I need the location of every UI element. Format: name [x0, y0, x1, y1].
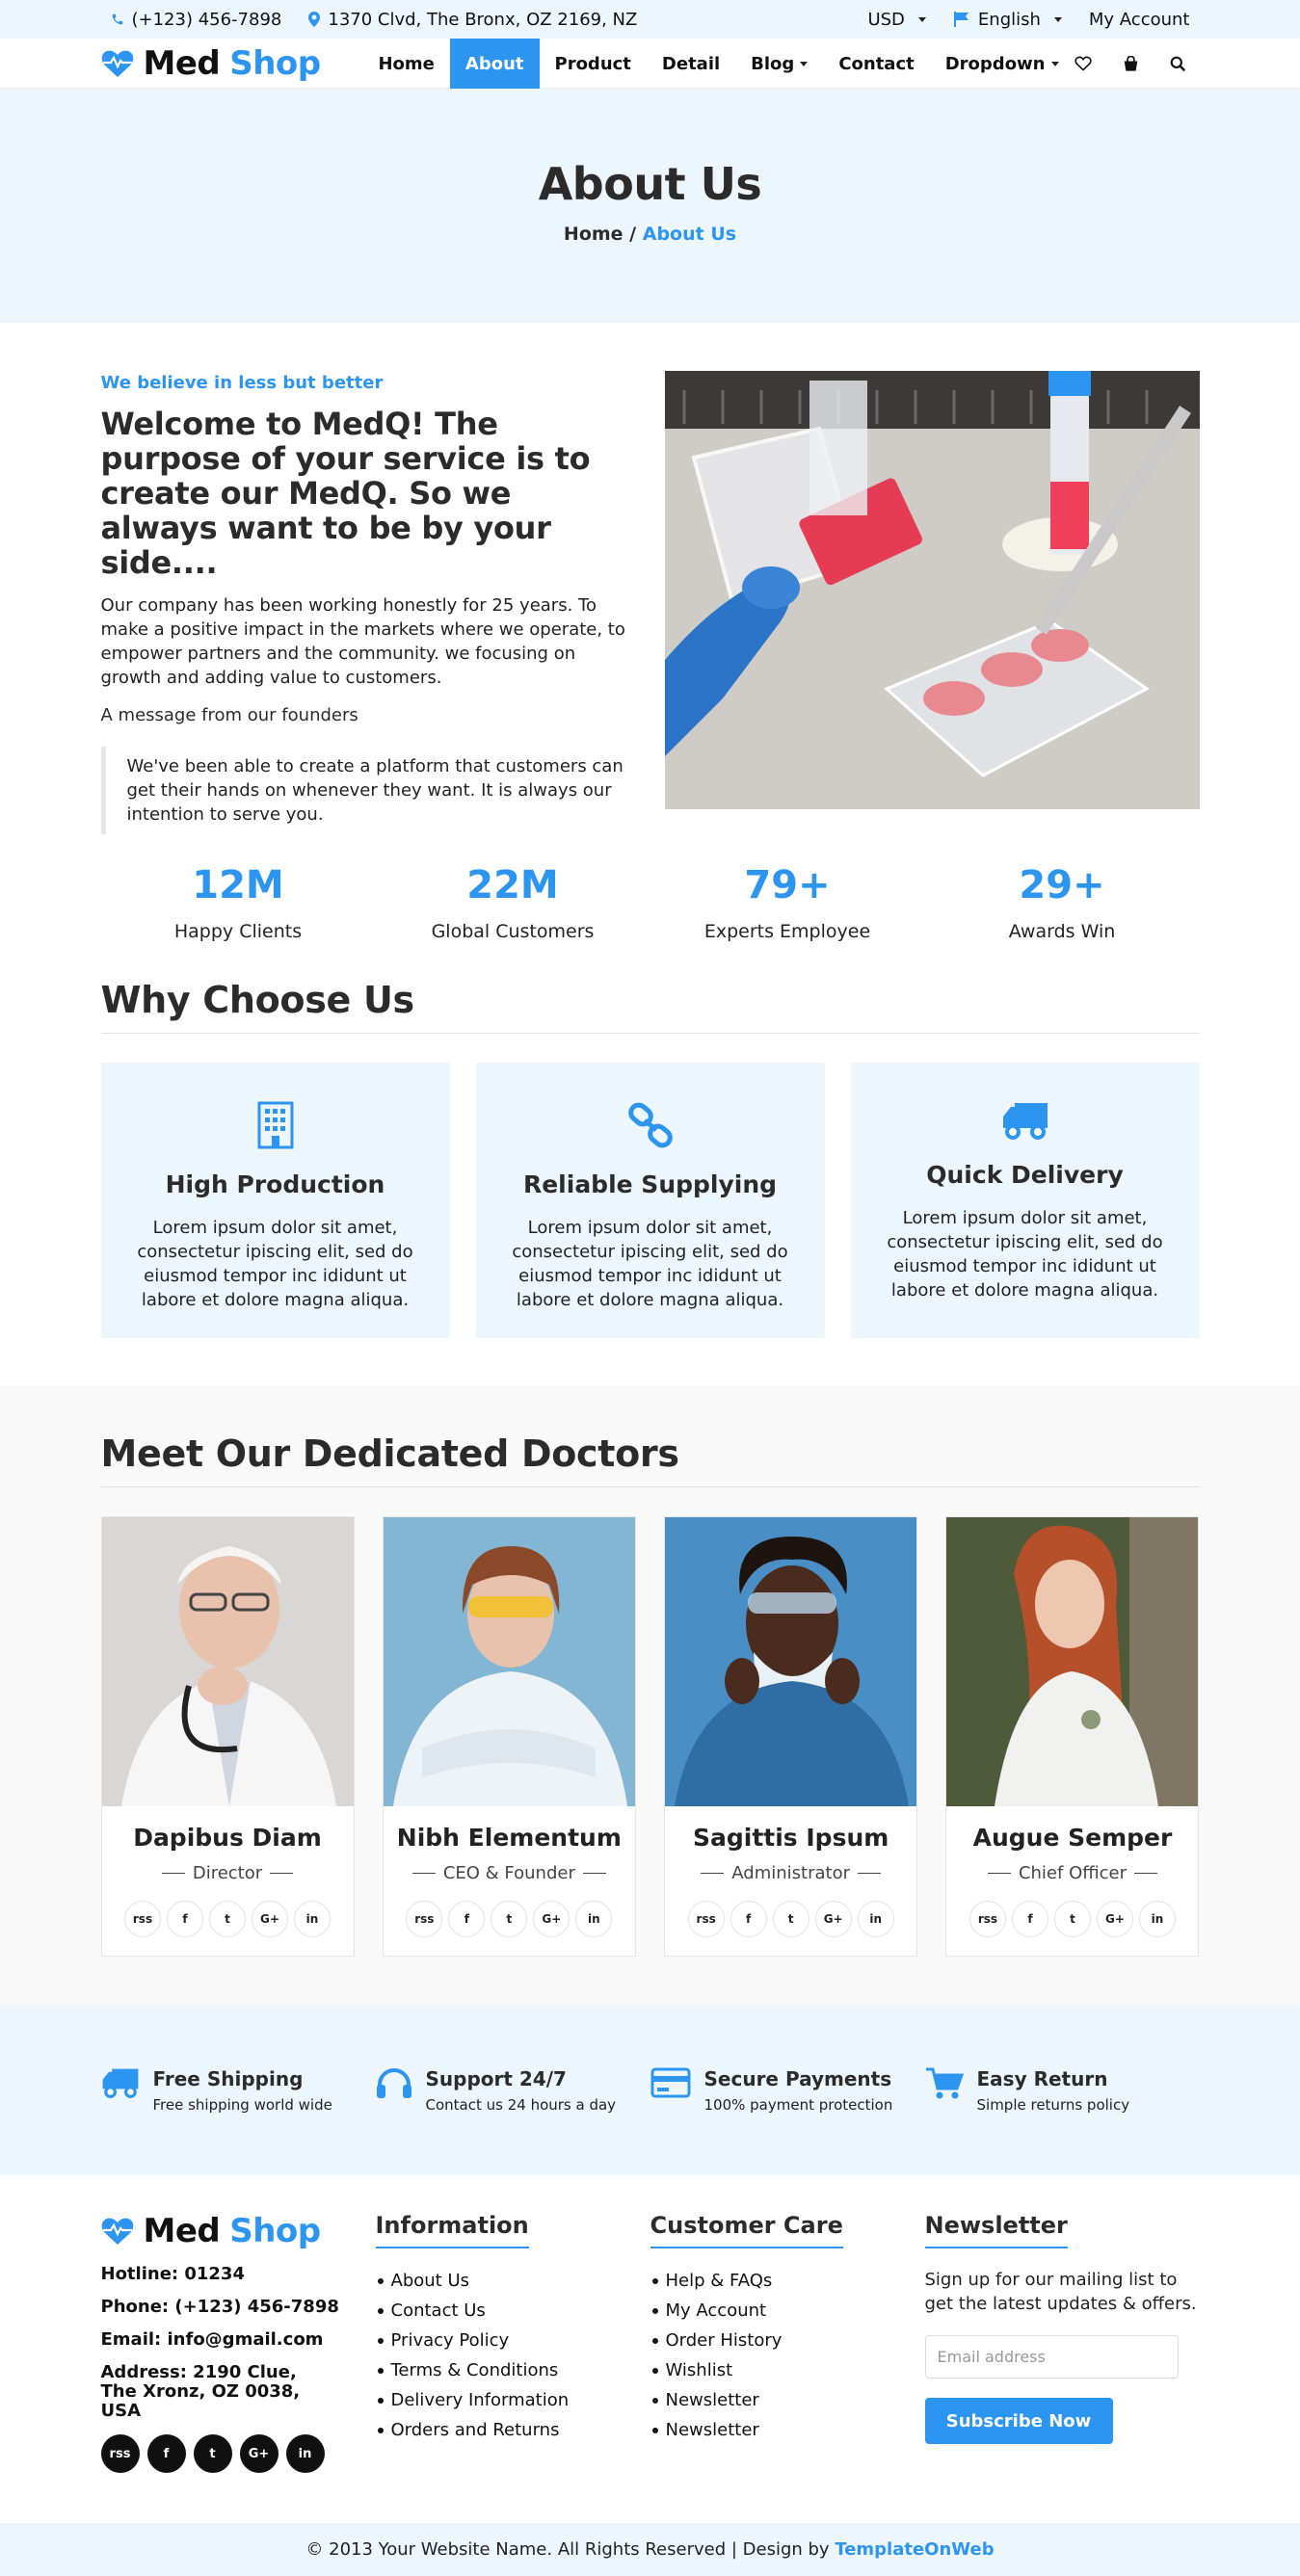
google-plus-icon[interactable]: G+	[815, 1901, 852, 1937]
about-kicker: We believe in less but better	[100, 373, 384, 393]
divider	[101, 1033, 1200, 1034]
map-pin-icon	[308, 12, 320, 27]
breadcrumb-home[interactable]: Home	[563, 223, 623, 245]
google-plus-icon[interactable]: G+	[252, 1901, 288, 1937]
rss-icon[interactable]: rss	[124, 1901, 161, 1937]
google-plus-icon[interactable]: G+	[240, 2434, 279, 2473]
site-footer	[0, 2175, 1300, 2523]
twitter-icon[interactable]: t	[1054, 1901, 1091, 1937]
chevron-down-icon	[1051, 62, 1059, 66]
top-bar	[0, 0, 1300, 39]
service-features	[0, 2005, 1300, 2175]
logo-med: Med	[143, 44, 221, 83]
shopping-bag-icon[interactable]	[1123, 56, 1139, 71]
footer-contact	[101, 2212, 376, 2473]
service-title: Easy Return	[976, 2066, 1108, 2090]
topbar-phone[interactable]	[111, 10, 282, 30]
page-title: About Us	[538, 158, 762, 210]
service-text: Simple returns policy	[976, 2095, 1130, 2114]
google-plus-icon[interactable]: G+	[533, 1901, 570, 1937]
stat-number: 22M	[466, 863, 559, 907]
doctor-photo	[384, 1517, 635, 1806]
twitter-icon[interactable]: t	[209, 1901, 246, 1937]
divider	[101, 1486, 1200, 1487]
heartbeat-icon	[101, 2217, 134, 2246]
credit-card-icon	[650, 2067, 691, 2098]
footer-phone: Phone: (+123) 456-7898	[100, 2297, 339, 2317]
rss-icon[interactable]: rss	[688, 1901, 725, 1937]
twitter-icon[interactable]: t	[773, 1901, 809, 1937]
rss-icon[interactable]: rss	[969, 1901, 1006, 1937]
stat-number: 12M	[192, 863, 284, 907]
doctor-role	[384, 1863, 635, 1883]
footer-social-links	[101, 2434, 376, 2473]
stat-item	[650, 863, 925, 942]
about-body: Our company has been working honestly for 25 years. To make a positive impact in the markets where we operate, to empower partners and the community. we focusing on growth and adding value to customers.	[100, 595, 625, 688]
linkedin-icon[interactable]: in	[575, 1901, 612, 1937]
doctor-card	[383, 1516, 636, 1957]
my-account-label: My Account	[1088, 9, 1190, 30]
customer-care-title: Customer Care	[650, 2212, 843, 2248]
footer-link-about-us[interactable]: About Us	[376, 2266, 650, 2296]
nav-blog[interactable]	[735, 39, 823, 89]
nav-home[interactable]: Home	[378, 53, 435, 74]
footer-address: Address: 2190 Clue, The Xronz, OZ 0038, USA	[100, 2362, 301, 2421]
doctor-social-links	[102, 1901, 354, 1937]
language-dropdown[interactable]	[953, 10, 1062, 30]
nav-dropdown[interactable]	[930, 39, 1074, 89]
card-title: Quick Delivery	[926, 1161, 1124, 1189]
breadcrumb-current: About Us	[642, 223, 737, 245]
doctor-role-text: Chief Officer	[1018, 1863, 1128, 1883]
headset-icon	[376, 2067, 412, 2100]
rss-icon[interactable]: rss	[101, 2434, 140, 2473]
service-text: 100% payment protection	[703, 2095, 893, 2114]
facebook-icon[interactable]: f	[1012, 1901, 1048, 1937]
logo-med: Med	[143, 2212, 221, 2250]
main-menu	[362, 39, 1074, 89]
breadcrumb	[0, 223, 1300, 245]
doctor-social-links	[946, 1901, 1198, 1937]
doctor-card	[945, 1516, 1199, 1957]
footer-link-orders-returns[interactable]: Orders and Returns	[376, 2415, 650, 2445]
nav-contact[interactable]: Contact	[838, 53, 915, 74]
truck-icon	[1001, 1101, 1049, 1140]
topbar-address	[308, 10, 637, 30]
rss-icon[interactable]: rss	[406, 1901, 442, 1937]
currency-label: USD	[867, 9, 905, 30]
facebook-icon[interactable]: f	[147, 2434, 186, 2473]
doctor-role	[102, 1863, 354, 1883]
stat-label: Experts Employee	[703, 921, 871, 942]
topbar-address-text: 1370 Clvd, The Bronx, OZ 2169, NZ	[328, 9, 638, 30]
twitter-icon[interactable]: t	[491, 1901, 527, 1937]
heartbeat-icon	[101, 49, 134, 78]
footer-logo[interactable]	[101, 2212, 366, 2250]
about-section	[0, 323, 1300, 834]
doctor-role-text: CEO & Founder	[442, 1863, 575, 1883]
footer-customer-care	[650, 2212, 925, 2473]
stat-number: 29+	[1019, 863, 1105, 907]
doctor-photo	[665, 1517, 916, 1806]
doctor-role	[665, 1863, 916, 1883]
stat-label: Awards Win	[1008, 921, 1116, 942]
stats-section	[0, 863, 1300, 942]
doctor-name: Augue Semper	[972, 1824, 1173, 1852]
footer-newsletter	[925, 2212, 1200, 2473]
facebook-icon[interactable]: f	[730, 1901, 767, 1937]
doctor-photo	[102, 1517, 354, 1806]
phone-icon	[111, 13, 124, 26]
nav-product[interactable]: Product	[554, 53, 631, 74]
truck-icon	[101, 2067, 140, 2098]
topbar-phone-text: (+123) 456-7898	[131, 9, 282, 30]
nav-about[interactable]: About	[450, 39, 540, 89]
linkedin-icon[interactable]: in	[858, 1901, 894, 1937]
shopping-cart-icon	[925, 2067, 964, 2100]
why-choose-section	[0, 979, 1300, 1338]
doctor-role	[946, 1863, 1198, 1883]
footer-link-delivery[interactable]: Delivery Information	[376, 2385, 650, 2415]
feature-card	[476, 1063, 825, 1338]
doctor-name: Sagittis Ipsum	[692, 1824, 889, 1852]
google-plus-icon[interactable]: G+	[1097, 1901, 1133, 1937]
footer-link-contact-us[interactable]: Contact Us	[376, 2296, 650, 2326]
lab-illustration	[665, 371, 1200, 809]
subscribe-button[interactable]: Subscribe Now	[925, 2398, 1113, 2444]
card-title: High Production	[165, 1170, 385, 1198]
footer-link-newsletter[interactable]: Newsletter	[650, 2415, 925, 2445]
linkedin-icon[interactable]: in	[286, 2434, 325, 2473]
copyright-text: © 2013 Your Website Name. All Rights Reserved | Design by	[305, 2539, 836, 2560]
doctors-title: Meet Our Dedicated Doctors	[100, 1433, 679, 1475]
service-title: Support 24/7	[425, 2066, 567, 2090]
doctor-role-text: Administrator	[731, 1863, 851, 1883]
heart-icon[interactable]	[1074, 56, 1092, 71]
founders-message-label: A message from our founders	[100, 705, 358, 725]
stat-number: 79+	[744, 863, 831, 907]
feature-card	[101, 1063, 450, 1338]
newsletter-email-input[interactable]	[925, 2335, 1179, 2379]
doctor-photo	[946, 1517, 1198, 1806]
nav-blog-label: Blog	[751, 53, 795, 74]
linkedin-icon[interactable]: in	[1139, 1901, 1176, 1937]
doctor-card	[101, 1516, 355, 1957]
stat-item	[101, 863, 376, 942]
footer-information	[376, 2212, 650, 2473]
nav-dropdown-label: Dropdown	[944, 53, 1046, 74]
main-navbar	[0, 39, 1300, 89]
footer-link-privacy-policy[interactable]: Privacy Policy	[376, 2326, 650, 2355]
site-logo[interactable]	[101, 44, 363, 83]
chevron-down-icon	[918, 17, 926, 22]
stat-label: Happy Clients	[173, 921, 303, 942]
linkedin-icon[interactable]: in	[294, 1901, 331, 1937]
link-icon	[626, 1101, 675, 1149]
card-text: Lorem ipsum dolor sit amet, consectetur ipiscing elit, sed do eiusmod tempor inc ididunt ut labore et dolore magna aliqua.	[887, 1208, 1163, 1301]
footer-link-newsletter[interactable]: Newsletter	[650, 2385, 925, 2415]
footer-link-terms[interactable]: Terms & Conditions	[376, 2355, 650, 2385]
footer-link-wishlist[interactable]: Wishlist	[650, 2355, 925, 2385]
search-icon[interactable]	[1170, 56, 1186, 72]
currency-dropdown[interactable]	[867, 10, 925, 30]
service-text: Free shipping world wide	[152, 2095, 332, 2114]
information-title: Information	[376, 2212, 529, 2248]
doctor-name: Dapibus Diam	[133, 1824, 322, 1852]
chevron-down-icon	[1054, 17, 1062, 22]
service-feature	[376, 2067, 650, 2114]
newsletter-text: Sign up for our mailing list to get the latest updates & offers.	[924, 2270, 1197, 2314]
logo-shop: Shop	[229, 44, 321, 83]
building-icon	[257, 1101, 294, 1149]
stat-label: Global Customers	[431, 921, 595, 942]
about-heading: Welcome to MedQ! The purpose of your service is to create our MedQ. So we always want to be by your side....	[100, 406, 591, 581]
twitter-icon[interactable]: t	[194, 2434, 232, 2473]
footer-hotline: Hotline: 01234	[100, 2264, 245, 2284]
nav-detail[interactable]: Detail	[661, 53, 721, 74]
newsletter-title: Newsletter	[925, 2212, 1068, 2248]
facebook-icon[interactable]: f	[448, 1901, 485, 1937]
service-feature	[650, 2067, 925, 2114]
card-title: Reliable Supplying	[522, 1170, 778, 1198]
my-account-link[interactable]	[1089, 10, 1190, 30]
footer-link-my-account[interactable]: My Account	[650, 2296, 925, 2326]
feature-card	[851, 1063, 1200, 1338]
card-text: Lorem ipsum dolor sit amet, consectetur ipiscing elit, sed do eiusmod tempor inc ididunt ut labore et dolore magna aliqua.	[512, 1218, 788, 1310]
founders-quote: We've been able to create a platform that customers can get their hands on whenever they want. It is always our intention to serve you.	[101, 747, 626, 834]
breadcrumb-separator: /	[623, 223, 643, 245]
stat-item	[376, 863, 650, 942]
facebook-icon[interactable]: f	[167, 1901, 203, 1937]
why-title: Why Choose Us	[100, 979, 414, 1021]
footer-email: Email: info@gmail.com	[100, 2329, 324, 2350]
stat-item	[925, 863, 1200, 942]
service-feature	[925, 2067, 1200, 2114]
language-label: English	[977, 9, 1041, 30]
page-hero	[0, 89, 1300, 323]
flag-icon	[953, 12, 970, 27]
service-title: Free Shipping	[152, 2066, 304, 2090]
doctor-social-links	[384, 1901, 635, 1937]
logo-shop: Shop	[229, 2212, 321, 2250]
service-title: Secure Payments	[703, 2066, 892, 2090]
footer-link-help[interactable]: Help & FAQs	[650, 2266, 925, 2296]
doctor-social-links	[665, 1901, 916, 1937]
doctors-section	[0, 1386, 1300, 2005]
designer-link[interactable]: TemplateOnWeb	[835, 2539, 995, 2560]
service-feature	[101, 2067, 376, 2114]
chevron-down-icon	[800, 62, 808, 66]
doctor-role-text: Director	[192, 1863, 263, 1883]
copyright-bar	[0, 2523, 1300, 2576]
doctor-card	[664, 1516, 917, 1957]
service-text: Contact us 24 hours a day	[425, 2095, 617, 2114]
card-text: Lorem ipsum dolor sit amet, consectetur ipiscing elit, sed do eiusmod tempor inc ididunt ut labore et dolore magna aliqua.	[137, 1218, 413, 1310]
footer-link-order-history[interactable]: Order History	[650, 2326, 925, 2355]
doctor-name: Nibh Elementum	[396, 1824, 622, 1852]
lab-image	[665, 371, 1200, 809]
